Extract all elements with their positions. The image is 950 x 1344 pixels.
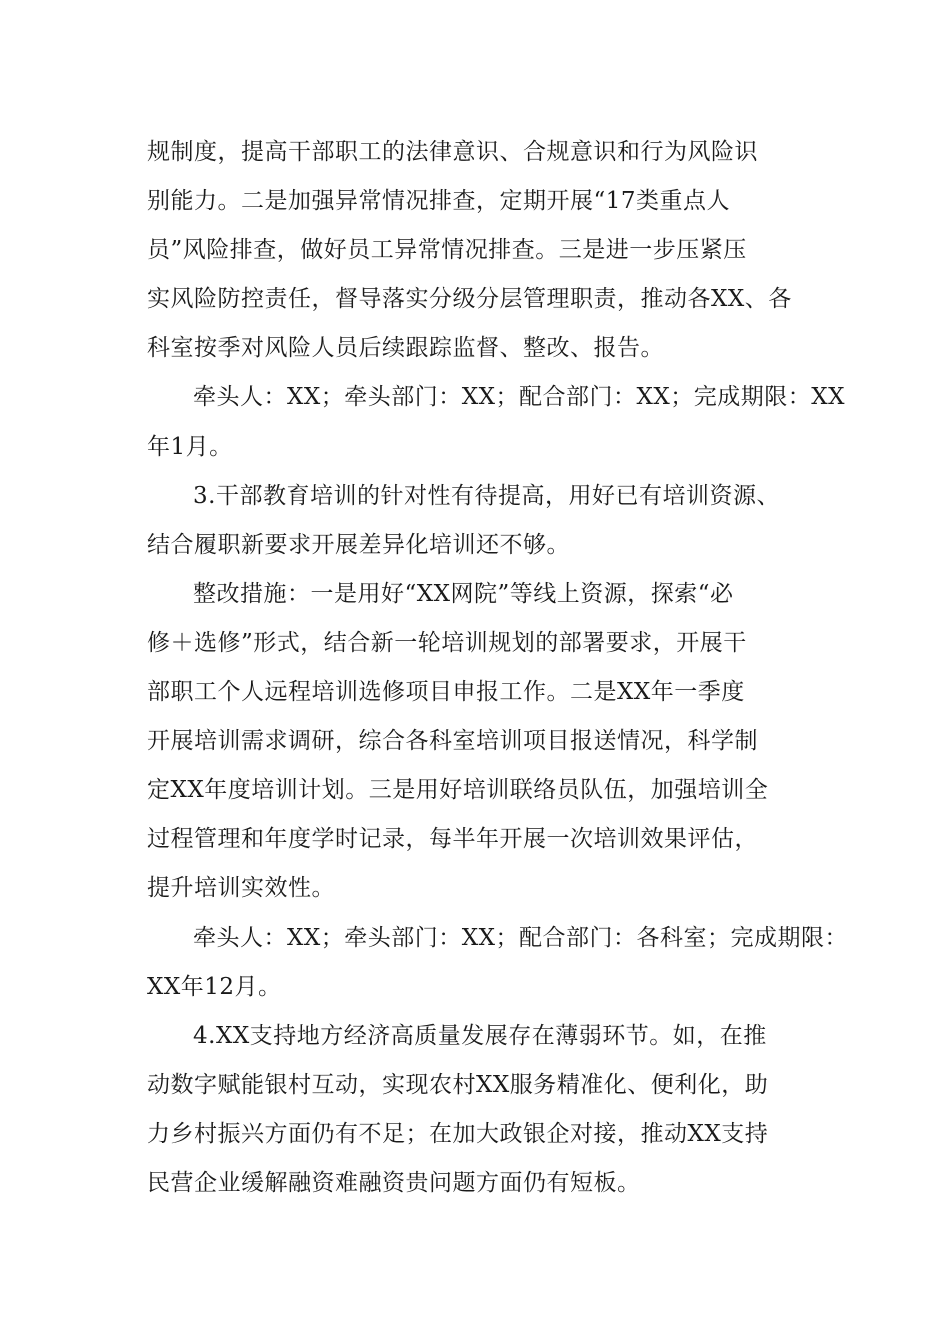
text-line: 别能力。二是加强异常情况排查，定期开展“17类重点人 (147, 188, 731, 215)
text-line: 结合履职新要求开展差异化培训还不够。 (147, 531, 570, 558)
text-line: 员”风险排查，做好员工异常情况排查。三是进一步压紧压 (147, 237, 747, 264)
measures-line: 整改措施：一是用好“XX网院”等线上资源，探索“必 (193, 580, 734, 607)
text-line: XX年12月。 (147, 973, 282, 1000)
text-line: 开展培训需求调研，综合各科室培训项目报送情况，科学制 (147, 728, 758, 755)
text-line: 力乡村振兴方面仍有不足；在加大政银企对接，推动XX支持 (147, 1120, 769, 1147)
responsibility-line: 牵头人：XX；牵头部门：XX；配合部门：XX；完成期限：XX (193, 384, 845, 411)
text-line: 实风险防控责任，督导落实分级分层管理职责，推动各XX、各 (147, 286, 792, 313)
text-line: 民营企业缓解融资难融资贵问题方面仍有短板。 (147, 1169, 641, 1196)
responsibility-line: 牵头人：XX；牵头部门：XX；配合部门：各科室；完成期限： (193, 924, 848, 951)
text-line: 定XX年度培训计划。三是用好培训联络员队伍，加强培训全 (147, 777, 769, 804)
issue-heading-4: 4.XX支持地方经济高质量发展存在薄弱环节。如，在推 (193, 1022, 767, 1049)
text-line: 部职工个人远程培训选修项目申报工作。二是XX年一季度 (147, 679, 745, 706)
text-line: 年1月。 (147, 433, 233, 460)
text-line: 过程管理和年度学时记录，每半年开展一次培训效果评估， (147, 826, 758, 853)
text-line: 科室按季对风险人员后续跟踪监督、整改、报告。 (147, 335, 664, 362)
text-line: 动数字赋能银村互动，实现农村XX服务精准化、便利化，助 (147, 1071, 769, 1098)
text-line: 修＋选修”形式，结合新一轮培训规划的部署要求，开展干 (147, 629, 747, 656)
issue-heading-3: 3.干部教育培训的针对性有待提高，用好已有培训资源、 (193, 482, 780, 509)
document-body (147, 128, 848, 1208)
text-line: 提升培训实效性。 (147, 875, 335, 902)
text-line: 规制度，提高干部职工的法律意识、合规意识和行为风险识 (147, 139, 758, 165)
